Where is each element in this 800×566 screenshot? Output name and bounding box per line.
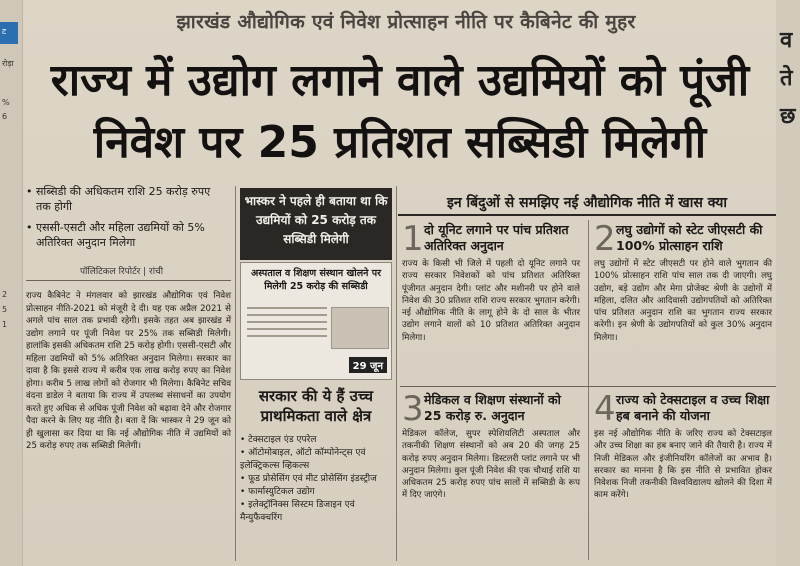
- point-text: इस नई औद्योगिक नीति के जरिए राज्य को टेक्सटाइल और उच्च शिक्षा का हब बनाए जाने की तैयारी है। राज्य में निजी मेडिकल और इंजीनियरिंग कॉलेजों का अभाव है। सरकार का मानना है कि इस नीति से प्रभावित होकर निवेशक निजी तकनीकी विश्वविद्यालय खोलने की दिशा में काम करेंगे।: [594, 429, 772, 501]
- edge-text: रोड़ा: [2, 59, 14, 68]
- edge-text: %: [2, 98, 10, 107]
- edge-text: 5: [2, 305, 8, 314]
- point-number: 3: [402, 389, 424, 429]
- newspaper-clipping: [240, 262, 392, 380]
- edge-text: व: [780, 28, 793, 53]
- priority-item: • ऑटोमोबाइल, ऑटो कॉम्पोनेन्ट्स एवं इलेक्ट्रिकल्स व्हिकल्स: [240, 448, 366, 471]
- column-rule: [588, 220, 589, 560]
- clipping-text-lines: [247, 307, 327, 342]
- clipping-headline: अस्पताल व शिक्षण संस्थान खोलने पर मिलेगी 25 करोड़ की सब्सिडी: [250, 268, 382, 292]
- column-rule: [396, 186, 397, 561]
- clipping-date: 29 जून: [349, 357, 387, 373]
- column-rule: [235, 186, 236, 561]
- edge-text: 2: [2, 290, 8, 299]
- point-text: मेडिकल कॉलेज, सुपर स्पेशियलिटी अस्पताल और तकनीकी शिक्षण संस्थानों को अब 20 की जगह 25 करोड़ रुपए अनुदान मिलेगा। डिस्टलरी प्लांट लगाने पर भी अनुदान मिलेगा। कुल पूंजी निवेश की एक चौथाई राशि या अधिकतम 25 करोड़ रुपए पांच सालों में सब्सिडी के रूप में दिए जाएंगे।: [402, 429, 580, 501]
- priority-title: सरकार की ये हैं उच्च प्राथमिकता वाले क्षेत्र: [258, 387, 374, 425]
- divider: [400, 386, 776, 387]
- clipping-photo: [331, 307, 389, 349]
- bhaskar-callout-box: भास्कर ने पहले ही बताया था कि उद्यमियों को 25 करोड़ तक सब्सिडी मिलेगी: [240, 188, 392, 260]
- next-column-edge: [776, 0, 800, 566]
- point-title: राज्य को टेक्सटाइल व उच्च शिक्षा हब बनाने की योजना: [616, 392, 770, 423]
- point-1: [402, 219, 580, 344]
- kicker-headline: झारखंड औद्योगिक एवं निवेश प्रोत्साहन नीति पर कैबिनेट की मुहर: [176, 11, 636, 33]
- point-text: लघु उद्योगों में स्टेट जीएसटी पर होने वाले भुगतान की 100% प्रोत्साहन राशि पांच साल तक दी जाएगी। लघु उद्योग, बड़े उद्योग और मेगा प्रोजेक्ट श्रेणी के उद्योगों में महिला, दलित और आदिवासी उद्योगपतियों को अतिरिक्त पांच प्रतिशत अनुदान राशि का भुगतान राज्य सरकार करेगी। इन श्रेणी के उद्योगपतियों को कुल 30% अनुदान मिलेगा।: [594, 259, 772, 343]
- edge-text: ते: [780, 66, 793, 91]
- bullet-item: • एससी-एसटी और महिला उद्यमियों को 5% अतिरिक्त अनुदान मिलेगा: [26, 220, 226, 250]
- edge-text: ट: [2, 27, 7, 36]
- point-3: [402, 389, 580, 502]
- divider: [26, 280, 231, 281]
- edge-text: 1: [2, 320, 8, 329]
- edge-text: 6: [2, 112, 8, 121]
- highlight-bullets: [26, 184, 226, 256]
- bullet-item: • सब्सिडी की अधिकतम राशि 25 करोड़ रुपए तक होगी: [26, 184, 226, 214]
- point-number: 1: [402, 219, 424, 259]
- priority-list: [240, 434, 392, 525]
- priority-item: • फूड प्रोसेसिंग एवं मीट प्रोसेसिंग इंडस्ट्रीज: [240, 474, 377, 484]
- lead-article-text: राज्य कैबिनेट ने मंगलवार को झारखंड औद्योगिक एवं निवेश प्रोत्साहन नीति-2021 को मंजूरी दे दी। यह एक अप्रैल 2021 से अगले पांच साल तक प्रभावी रहेगी। इसके तहत अब झारखंड में उद्योग लगाने पर पूंजी निवेश पर 25% तक सब्सिडी मिलेगी। हालांकि इसकी अधिकतम राशि 25 करोड़ होगी। एससी-एसटी और महिला उद्यमियों को 5% अतिरिक्त अनुदान मिलेगा। सरकार का दावा है कि इससे राज्य में करीब एक लाख करोड़ रुपए का निवेश होगा। करीब 5 लाख लोगों को रोजगार भी मिलेगा। कैबिनेट सचिव वंदना डाडेल ने बताया कि राज्य में उपलब्ध संसाधनों का उपयोग करते हुए अधिक से अधिक पूंजी निवेश को बढ़ावा देने और रोजगार पैदा करने के लिए यह नीति है। बता दें कि भास्कर ने 29 जून को ही खुलासा कर दिया था कि नई औद्योगिक नीति में उद्यमियों को 25 करोड़ रुपए तक सब्सिडी मिलेगी।: [26, 291, 232, 451]
- section-band-heading: इन बिंदुओं से समझिए नई औद्योगिक नीति में खास क्या: [398, 192, 776, 216]
- point-number: 4: [594, 389, 616, 429]
- point-text: राज्य के किसी भी जिले में पहली दो यूनिट लगाने पर राज्य सरकार निवेशकों को पांच प्रतिशत अतिरिक्त पूंजीगत अनुदान देगी। प्लांट और मशीनरी पर होने वाले निवेश की 30 प्रतिशत राशि राज्य सरकार भुगतान करेगी। नई औद्योगिक नीति के लागू होने के दो साल के भीतर उद्योग लगाने वालों को 10 प्रतिशत अतिरिक्त अनुदान मिलेगा।: [402, 259, 580, 343]
- reporter-byline: पॉलिटिकल रिपोर्टर | रांची: [80, 267, 164, 277]
- point-title: दो यूनिट लगाने पर पांच प्रतिशत अतिरिक्त अनुदान: [424, 222, 569, 253]
- previous-column-edge: [0, 0, 23, 566]
- priority-sectors-box: [240, 386, 392, 525]
- priority-item: • इलेक्ट्रॉनिक्स सिस्टम डिजाइन एवं मैन्युफैक्चरिंग: [240, 500, 355, 523]
- point-title: लघु उद्योगों को स्टेट जीएसटी की 100% प्रोत्साहन राशि: [616, 222, 763, 253]
- point-2: [594, 219, 772, 344]
- priority-item: • फार्मास्युटिकल उद्योग: [240, 487, 315, 497]
- edge-text: छ: [780, 104, 796, 129]
- point-number: 2: [594, 219, 616, 259]
- point-4: [594, 389, 772, 502]
- priority-item: • टेक्सटाइल एंड एपरेल: [240, 435, 317, 445]
- main-headline: राज्य में उद्योग लगाने वाले उद्यमियों को पूंजी निवेश पर 25 प्रतिशत सब्सिडी मिलेगी: [50, 55, 750, 168]
- point-title: मेडिकल व शिक्षण संस्थानों को 25 करोड़ रु. अनुदान: [424, 392, 561, 423]
